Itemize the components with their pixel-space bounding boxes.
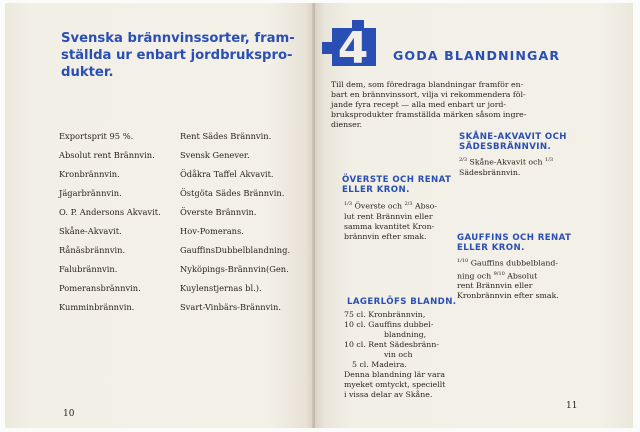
recipe-text: myeket omtyckt, speciellt bbox=[344, 380, 446, 389]
brand-left: O. P. Andersons Akvavit. bbox=[59, 207, 161, 217]
brand-left: Pomeransbrännvin. bbox=[59, 283, 141, 293]
recipe-text: Skåne-Akvavit och bbox=[469, 157, 543, 167]
recipe-body-overste bbox=[344, 199, 437, 242]
recipe-title-line: ELLER KRON. bbox=[342, 185, 410, 195]
recipe-text: Kronbrännvin efter smak. bbox=[457, 291, 559, 301]
recipe-text: 10 cl. Rent Sädesbränn- bbox=[344, 340, 439, 349]
brand-right: Svensk Genever. bbox=[180, 150, 250, 160]
brand-right: Överste Brännvin. bbox=[180, 207, 257, 217]
intro-line: Till dem, som föredraga blandningar framför en- bbox=[331, 80, 524, 89]
fraction: 2/3 bbox=[404, 201, 413, 207]
brand-left: Exportsprit 95 %. bbox=[59, 131, 134, 141]
brand-left: Absolut rent Brännvin. bbox=[59, 150, 155, 160]
list-row bbox=[59, 188, 309, 202]
intro-line: bart en brännvinssort, vilja vi rekommendera föl- bbox=[331, 90, 526, 99]
recipe-title-line: SÄDESBRÄNNVIN. bbox=[459, 142, 552, 152]
recipe-text: 75 cl. Kronbrännvin, bbox=[344, 310, 426, 319]
list-row bbox=[59, 169, 309, 183]
brand-right: Östgöta Sädes Brännvin. bbox=[180, 188, 285, 198]
list-row bbox=[59, 207, 309, 221]
number-badge bbox=[322, 20, 378, 72]
recipe-title-line: ÖVERSTE OCH RENAT bbox=[342, 175, 452, 185]
left-page bbox=[5, 3, 315, 428]
recipe-text: Gauffins dubbelbland- bbox=[470, 258, 559, 268]
title-line: dukter. bbox=[61, 65, 114, 80]
recipe-text: Absolut bbox=[507, 271, 538, 281]
recipe-text: samma kvantitet Kron- bbox=[344, 221, 435, 231]
intro-line: jande fyra recept — alla med enbart ur jord- bbox=[331, 100, 507, 109]
intro-line: dienser. bbox=[331, 120, 363, 129]
brand-right: Nyköpings-Brännvin(Gen. bbox=[180, 264, 289, 274]
left-page-title bbox=[61, 30, 301, 81]
fraction: 9/10 bbox=[493, 270, 505, 277]
list-row bbox=[59, 226, 309, 240]
intro-line: bruksprodukter framställda märken såsom ingre- bbox=[331, 110, 527, 119]
list-row bbox=[59, 150, 309, 164]
fraction: 1/3 bbox=[344, 201, 353, 207]
recipe-text: Överste och bbox=[354, 201, 402, 211]
fraction: 2/3 bbox=[459, 157, 468, 163]
recipe-text: brännvin efter smak. bbox=[344, 231, 427, 241]
recipe-text: lut rent Brännvin eller bbox=[344, 211, 433, 221]
brand-left: Kumminbrännvin. bbox=[59, 302, 135, 312]
list-row bbox=[59, 302, 309, 316]
page-number: 11 bbox=[566, 401, 578, 411]
recipe-text: Denna blandning lär vara bbox=[344, 370, 445, 379]
fraction: 1/3 bbox=[545, 157, 554, 163]
brand-right: Svart-Vinbärs-Brännvin. bbox=[180, 302, 281, 312]
recipe-body-gauffins bbox=[457, 256, 559, 301]
recipe-text: vin och bbox=[384, 350, 413, 359]
list-row bbox=[59, 264, 309, 278]
recipe-title-overste bbox=[342, 175, 451, 195]
recipe-title-line: ELLER KRON. bbox=[457, 243, 525, 253]
recipe-title-gauffins bbox=[457, 233, 571, 253]
recipe-title-skane bbox=[459, 132, 567, 152]
badge-shape-icon bbox=[322, 20, 378, 72]
brand-right: Rent Sädes Brännvin. bbox=[180, 131, 272, 141]
recipe-text: rent Brännvin eller bbox=[457, 281, 533, 291]
brand-left: Falubrännvin. bbox=[59, 264, 118, 274]
recipe-body-skane bbox=[459, 155, 553, 178]
title-line: ställda ur enbart jordbrukspro- bbox=[61, 48, 293, 63]
badge-number: 4 bbox=[337, 23, 369, 72]
brand-right: Hov-Pomerans. bbox=[180, 226, 244, 236]
recipe-title-line: LAGERLÖFS BLANDN. bbox=[347, 297, 457, 307]
recipe-title-lagerlofs bbox=[347, 297, 456, 307]
brand-right: Kuylenstjernas bl.). bbox=[180, 283, 262, 293]
recipe-text: Abso- bbox=[415, 201, 437, 211]
title-line: Svenska brännvinssorter, fram- bbox=[61, 31, 295, 46]
list-row bbox=[59, 131, 309, 145]
recipe-text: Sädesbrännvin. bbox=[459, 167, 521, 177]
brand-left: Jägarbrännvin. bbox=[59, 188, 122, 198]
page-number: 10 bbox=[63, 409, 75, 419]
brand-right: Ödåkra Taffel Akvavit. bbox=[180, 169, 274, 179]
recipe-text: ning och bbox=[457, 271, 492, 281]
recipe-body-lagerlofs bbox=[344, 310, 445, 400]
recipe-title-line: SKÅNE-AKVAVIT OCH bbox=[459, 132, 567, 142]
list-row bbox=[59, 245, 309, 259]
brand-left: Kronbrännvin. bbox=[59, 169, 120, 179]
right-page-title: GODA BLANDNINGAR bbox=[393, 48, 561, 63]
brand-left: Rånäsbrännvin. bbox=[59, 245, 126, 255]
brand-left: Skåne-Akvavit. bbox=[59, 226, 122, 236]
recipe-text: 5 cl. Madeira. bbox=[352, 360, 407, 369]
recipe-text: blandning, bbox=[384, 330, 427, 339]
recipe-text: 10 cl. Gauffins dubbel- bbox=[344, 320, 434, 329]
right-page bbox=[315, 3, 633, 428]
recipe-text: i vissa delar av Skåne. bbox=[344, 390, 433, 399]
intro-paragraph bbox=[331, 80, 575, 130]
brand-right: GauffinsDubbelblandning. bbox=[180, 245, 291, 255]
list-row bbox=[59, 283, 309, 297]
recipe-title-line: GAUFFINS OCH RENAT bbox=[457, 233, 572, 243]
fraction: 1/10 bbox=[457, 258, 469, 264]
